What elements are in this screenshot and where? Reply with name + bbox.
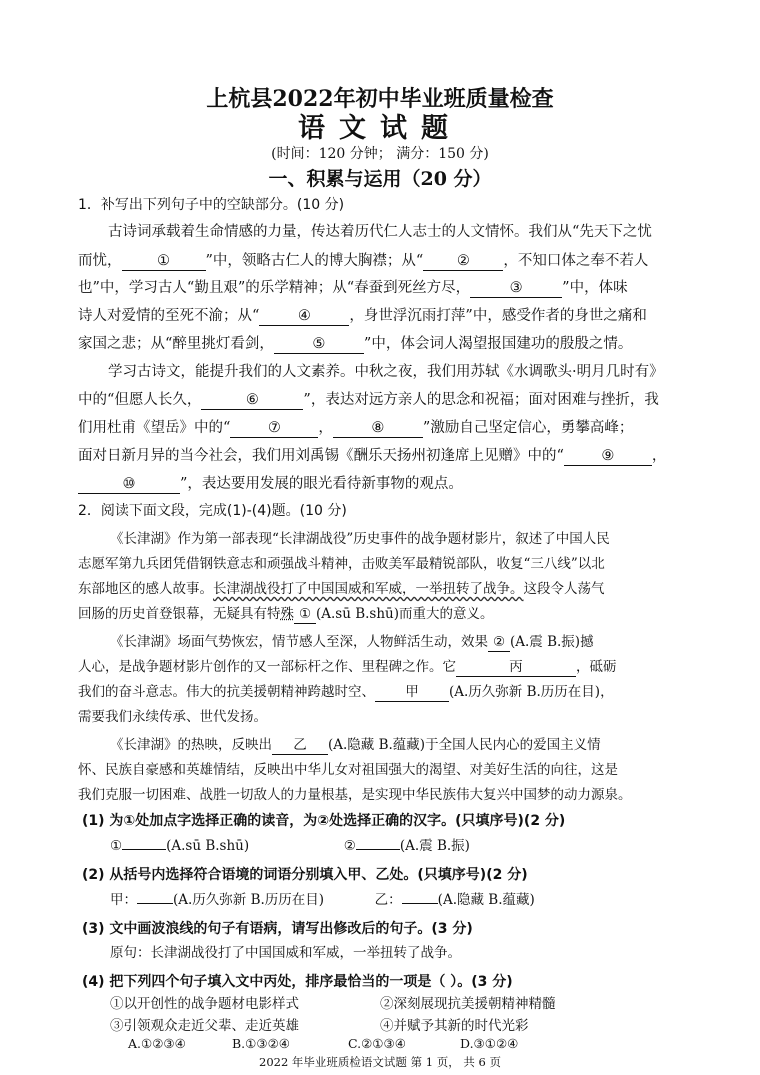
subq-3-original: 原句：长津湖战役打了中国国威和军威，一举扭转了战争。 [110, 945, 461, 961]
choice-c[interactable]: C.②①③④ [348, 1036, 406, 1051]
passage-line: 《长津湖》作为第一部表现“长津湖战役”历史事件的战争题材影片，叙述了中国人民 [110, 531, 610, 547]
passage-line: 《长津湖》的热映，反映出 乙 (A.隐藏 B.蕴藏)于全国人民内心的爱国主义情 [110, 737, 601, 753]
choice-d[interactable]: D.③①②④ [460, 1036, 519, 1051]
choice-a[interactable]: A.①②③④ [128, 1036, 186, 1051]
blank-jia[interactable]: 甲 [375, 685, 449, 702]
option-1: ①以开创性的战争题材电影样式 [110, 996, 299, 1012]
q1-heading: 1．补写出下列句子中的空缺部分。(10 分) [78, 197, 345, 213]
blank-7[interactable]: ⑦ [230, 420, 318, 438]
answer-blank-jia[interactable] [137, 903, 173, 904]
passage-line: 回肠的历史首登银幕，无疑具有特殊 ① (A.sū B.shū)而重大的意义。 [78, 606, 494, 622]
blank-yi[interactable]: 乙 [272, 738, 328, 755]
choice-b[interactable]: B.①③②④ [232, 1036, 290, 1051]
q1-line: 也”中，学习古人“勤且艰”的乐学精神；从“春蚕到死丝方尽， ③ ”中，体味 [78, 280, 628, 296]
section-title: 一、积累与运用（20 分） [268, 168, 492, 190]
blank-4[interactable]: ④ [259, 308, 349, 326]
passage-line: 《长津湖》场面气势恢宏，情节感人至深，人物鲜活生动，效果 ② (A.震 B.振)撼 [110, 634, 594, 650]
q1-line: 学习古诗文，能提升我们的人文素养。中秋之夜，我们用苏轼《水调歌头·明月几时有》 [108, 364, 664, 380]
subq-3: (3) 文中画波浪线的句子有语病，请写出修改后的句子。(3 分) [82, 921, 473, 937]
blank-5[interactable]: ⑤ [274, 336, 364, 354]
passage-line: 志愿军第九兵团凭借钢铁意志和顽强战斗精神，击败美军最精锐部队，收复“三八线”以北 [78, 556, 605, 572]
exam-subject: 语文试题 [298, 113, 462, 144]
q1-line: 古诗词承载着生命情感的力量，传达着历代仁人志士的人文情怀。我们从“先天下之忧 [108, 224, 652, 240]
subq-2-answer: 甲： (A.历久弥新 B.历历在目) 乙： (A.隐藏 B.蕴藏) [110, 892, 535, 908]
passage-line: 人心，是战争题材影片创作的又一部标杆之作、里程碑之作。它 丙 ，砥砺 [78, 659, 617, 675]
time-info: (时间：120 分钟； 满分：150 分) [271, 146, 489, 162]
q1-line: ⑩ ”，表达要用发展的眼光看待新事物的观点。 [78, 475, 463, 494]
blank-2[interactable]: ② [423, 253, 503, 271]
blank-1[interactable]: ① [122, 253, 206, 271]
passage-line: 我们克服一切困难、战胜一切敌人的力量根基，是实现中华民族伟大复兴中国梦的动力源泉。 [78, 787, 632, 803]
subq-2: (2) 从括号内选择符合语境的词语分别填入甲、乙处。(只填序号)(2 分) [82, 867, 528, 883]
subq-1: (1) 为①处加点字选择正确的读音，为②处选择正确的汉字。(只填序号)(2 分) [82, 813, 566, 829]
q1-line: 中的“但愿人长久， ⑥ ”，表达对远方亲人的思念和祝福；面对困难与挫折，我 [78, 392, 659, 408]
passage-line: 需要我们永续传承、世代发扬。 [78, 709, 267, 725]
blank-bing[interactable]: 丙 [456, 660, 576, 677]
blank-6[interactable]: ⑥ [201, 392, 303, 410]
passage-line: 我们的奋斗意志。伟大的抗美援朝精神跨越时空、 甲 (A.历久弥新 B.历历在目)， [78, 684, 614, 700]
answer-blank-yi[interactable] [402, 903, 438, 904]
blank-char[interactable]: ② [488, 635, 510, 652]
option-2: ②深刻展现抗美援朝精神精髓 [380, 996, 556, 1012]
exam-title: 上杭县2022年初中毕业班质量检查 [206, 86, 554, 112]
option-4: ④并赋予其新的时代光彩 [380, 1018, 529, 1034]
blank-pinyin[interactable]: ① [294, 607, 316, 624]
q1-line: 面对日新月异的当今社会，我们用刘禹锡《酬乐天扬州初逢席上见赠》中的“ ⑨ ， [78, 448, 667, 464]
option-3: ③引领观众走近父辈、走近英雄 [110, 1018, 299, 1034]
passage-line: 东部地区的感人故事。长津湖战役打了中国国威和军威，一举扭转了战争。这段令人荡气 [78, 581, 605, 597]
passage-line: 怀、民族自豪感和英雄情结，反映出中华儿女对祖国强大的渴望、对美好生活的向往，这是 [78, 762, 618, 778]
q1-line: 而忧， ① ”中，领略古仁人的博大胸襟；从“ ② ，不知口体之奉不若人 [78, 253, 649, 269]
page-footer: 2022 年毕业班质检语文试题 第 1 页， 共 6 页 [259, 1055, 501, 1069]
blank-10[interactable]: ⑩ [78, 476, 180, 494]
blank-8[interactable]: ⑧ [333, 420, 423, 438]
subq-4: (4) 把下列四个句子填入文中丙处，排序最恰当的一项是（ ）。(3 分) [82, 974, 513, 990]
subq-1-answer: ① (A.sū B.shū) ② (A.震 B.振) [110, 838, 470, 854]
blank-9[interactable]: ⑨ [564, 448, 652, 466]
q1-line: 诗人对爱情的至死不渝；从“ ④ ，身世浮沉雨打萍”中，感受作者的身世之痛和 [78, 308, 647, 324]
blank-3[interactable]: ③ [470, 280, 562, 298]
q1-line: 们用杜甫《望岳》中的“ ⑦ ， ⑧ ”激励自己坚定信心，勇攀高峰； [78, 420, 634, 436]
q1-line: 家国之悲；从“醉里挑灯看剑， ⑤ ”中，体会词人渴望报国建功的殷殷之情。 [78, 336, 633, 352]
answer-blank-2[interactable] [356, 849, 400, 850]
wavy-sentence: 长津湖战役打了中国国威和军威，一举扭转了战争。 [213, 581, 524, 597]
dotted-char: 殊 [280, 606, 294, 622]
answer-blank-1[interactable] [122, 849, 166, 850]
q2-heading: 2．阅读下面文段，完成(1)-(4)题。(10 分) [78, 503, 347, 519]
